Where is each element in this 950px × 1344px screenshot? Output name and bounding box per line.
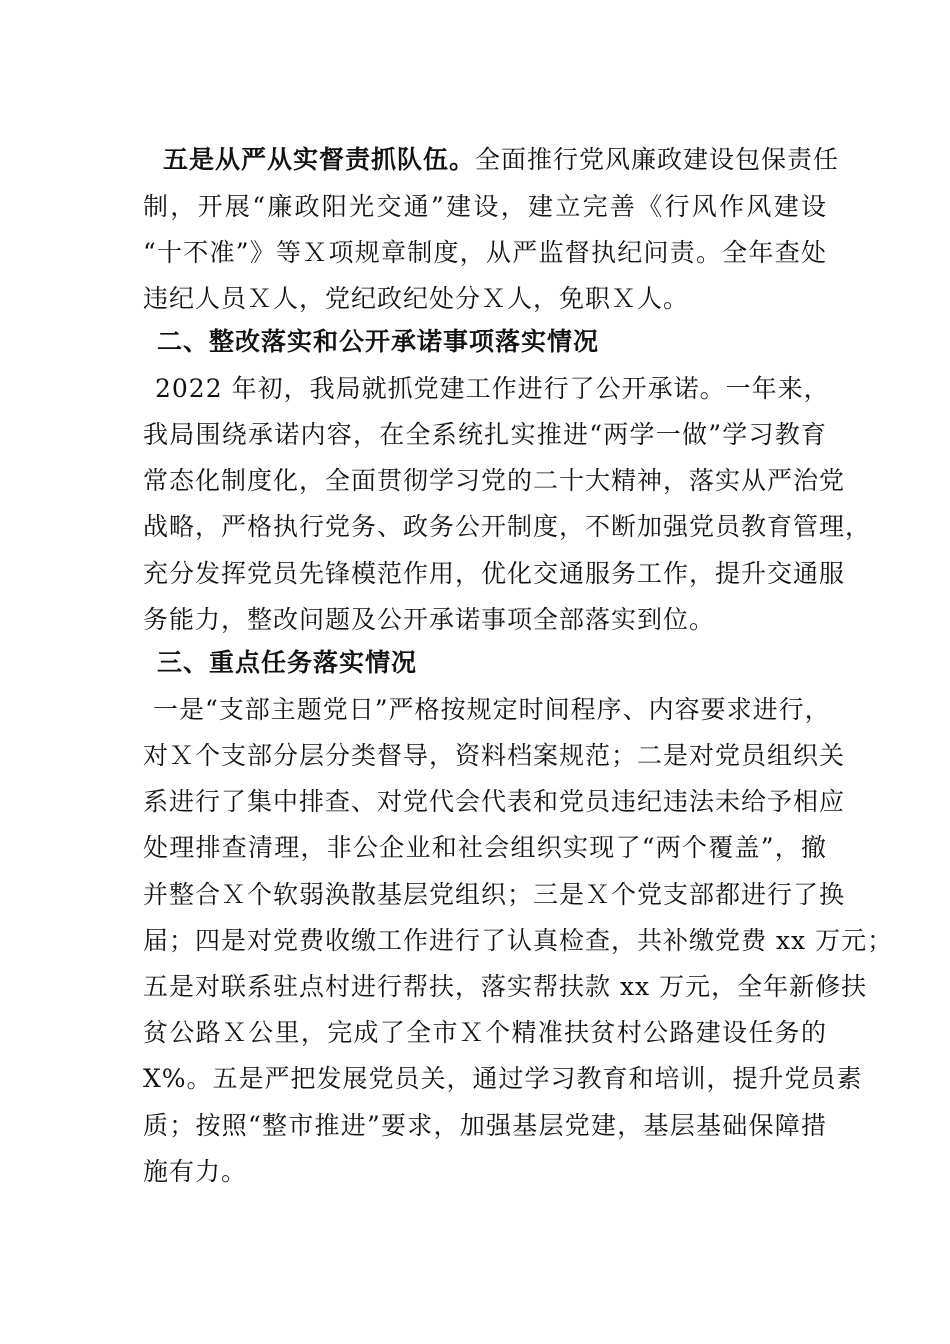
paragraph-line: 质；按照“整市推进”要求，加强基层党建，基层基础保障措 xyxy=(143,1111,827,1140)
paragraph-line: 充分发挥党员先锋模范作用，优化交通服务工作，提升交通服 xyxy=(143,559,846,588)
paragraph-line: 施有力。 xyxy=(143,1157,248,1186)
paragraph-lead: 五是从严从实督责抓队伍。 xyxy=(163,145,476,174)
paragraph-line: 常态化制度化，全面贯彻学习党的二十大精神，落实从严治党 xyxy=(143,466,846,495)
paragraph-line: 2022 年初，我局就抓党建工作进行了公开承诺。一年来， xyxy=(155,374,830,403)
paragraph-line: 处理排查清理，非公企业和社会组织实现了“两个覆盖”，撤 xyxy=(143,833,827,862)
paragraph-line: X%。五是严把发展党员关，通过学习教育和培训，提升党员素 xyxy=(143,1064,863,1093)
paragraph-line: 务能力，整改问题及公开承诺事项全部落实到位。 xyxy=(143,605,716,634)
paragraph-line: 并整合Ｘ个软弱涣散基层党组织；三是Ｘ个党支部都进行了换 xyxy=(143,880,846,909)
paragraph-line: 我局围绕承诺内容，在全系统扎实推进“两学一做”学习教育 xyxy=(143,420,827,449)
paragraph-line xyxy=(153,145,839,175)
paragraph-line: 一是“支部主题党日”严格按规定时间程序、内容要求进行， xyxy=(153,695,831,724)
paragraph-line: 对Ｘ个支部分层分类督导，资料档案规范；二是对党员组织关 xyxy=(143,741,846,770)
section-heading: 二、整改落实和公开承诺事项落实情况 xyxy=(157,327,600,356)
paragraph-line: “十不准”》等Ｘ项规章制度，从严监督执纪问责。全年查处 xyxy=(143,238,827,267)
paragraph-line: 五是对联系驻点村进行帮扶，落实帮扶款 xx 万元，全年新修扶 xyxy=(143,972,868,1001)
paragraph-text: 全面推行党风廉政建设包保责任 xyxy=(475,145,840,174)
paragraph-line: 系进行了集中排查、对党代会代表和党员违纪违法未给予相应 xyxy=(143,787,846,816)
paragraph-line: 违纪人员Ｘ人，党纪政纪处分Ｘ人，免职Ｘ人。 xyxy=(143,284,690,313)
paragraph-line: 战略，严格执行党务、政务公开制度，不断加强党员教育管理， xyxy=(143,512,872,541)
paragraph-line: 制，开展“廉政阳光交通”建设，建立完善《行风作风建设 xyxy=(143,192,827,221)
paragraph-line: 贫公路Ｘ公里，完成了全市Ｘ个精准扶贫村公路建设任务的 xyxy=(143,1018,827,1047)
paragraph-line: 届；四是对党费收缴工作进行了认真检查，共补缴党费 xx 万元； xyxy=(143,926,894,955)
section-heading: 三、重点任务落实情况 xyxy=(157,648,418,677)
